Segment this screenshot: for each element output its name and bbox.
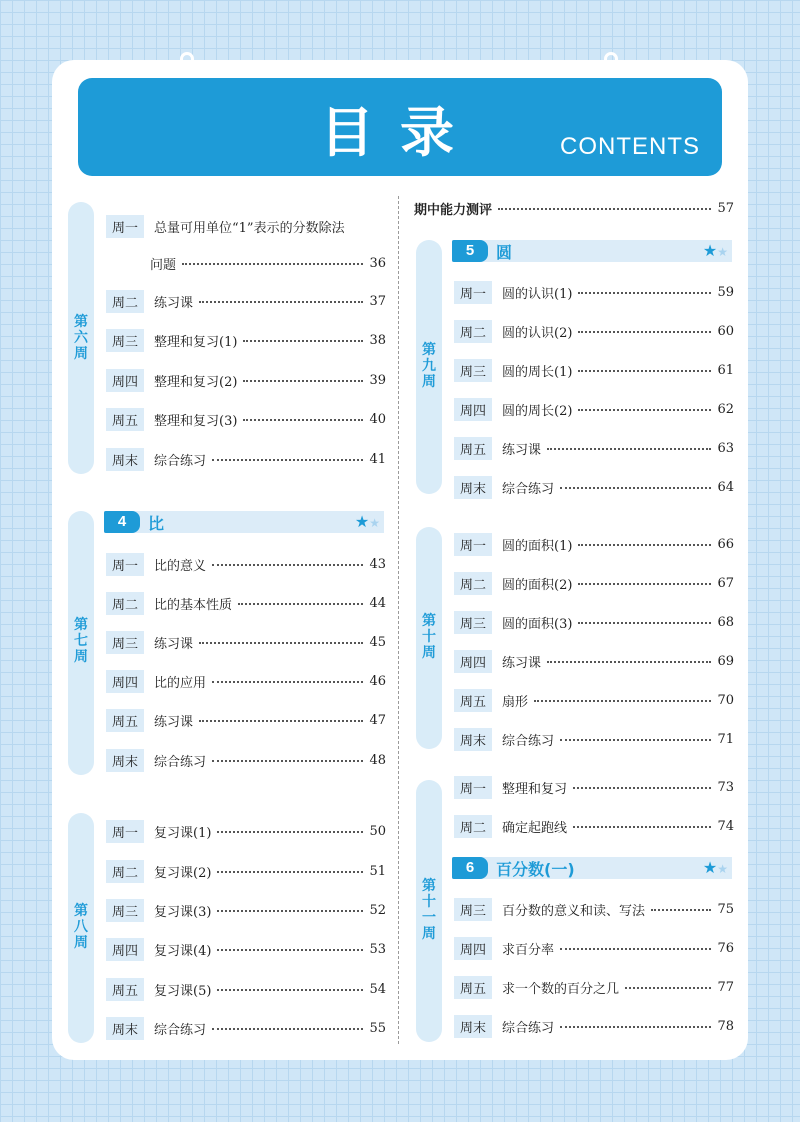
entry-title: 练习课 (154, 714, 194, 730)
entry-title: 圆的周长(1) (502, 364, 573, 380)
leader-dots (212, 557, 363, 566)
page-number: 51 (369, 863, 386, 879)
leader-dots (547, 654, 711, 663)
entry-title: 整理和复习(3) (154, 413, 238, 429)
day-label: 周末 (106, 749, 144, 772)
leader-dots (243, 373, 363, 382)
day-label: 周一 (106, 820, 144, 843)
leader-dots (243, 333, 363, 342)
page-number: 77 (717, 979, 734, 995)
week-label: 第 十 一 周 (422, 878, 436, 942)
page-title: 目录 (320, 101, 480, 164)
entry-title: 练习课 (502, 442, 542, 458)
entry-title: 比的意义 (154, 558, 207, 574)
entry-title: 综合练习 (154, 754, 207, 770)
day-label: 周三 (454, 898, 492, 921)
day-label: 周三 (106, 329, 144, 352)
toc-entry[interactable] (106, 252, 386, 274)
day-label: 周末 (106, 448, 144, 471)
toc-entry[interactable] (454, 476, 734, 498)
page-number: 70 (717, 692, 734, 708)
page-number: 60 (717, 323, 734, 339)
leader-dots (199, 294, 363, 303)
week-tab (416, 527, 442, 749)
unit-title: 圆 (496, 242, 513, 262)
toc-entry[interactable] (106, 749, 386, 771)
leader-dots (238, 596, 363, 605)
toc-entry[interactable] (106, 329, 386, 351)
page-subtitle: CONTENTS (560, 133, 700, 160)
day-label: 周一 (454, 776, 492, 799)
page-number: 67 (717, 575, 734, 591)
entry-title: 练习课 (502, 655, 542, 671)
day-label: 周四 (106, 938, 144, 961)
day-label: 周五 (454, 437, 492, 460)
leader-dots (625, 980, 711, 989)
toc-entry[interactable] (454, 533, 734, 555)
page-number: 48 (369, 752, 386, 768)
toc-entry-midterm[interactable] (414, 197, 734, 219)
toc-entry[interactable] (106, 408, 386, 430)
day-label: 周五 (454, 976, 492, 999)
page-number: 61 (717, 362, 734, 378)
toc-entry[interactable] (106, 978, 386, 1000)
toc-entry[interactable] (454, 728, 734, 750)
toc-entry[interactable] (454, 776, 734, 798)
day-label: 周末 (454, 476, 492, 499)
day-label: 周一 (454, 533, 492, 556)
page-number: 78 (717, 1018, 734, 1034)
entry-title: 比的应用 (154, 675, 207, 691)
leader-dots (560, 1019, 711, 1028)
toc-entry[interactable] (106, 290, 386, 312)
leader-dots (212, 452, 363, 461)
unit-banner (104, 511, 384, 533)
week-label: 第 八 周 (74, 903, 88, 951)
week-tab (68, 202, 94, 474)
page-number: 62 (717, 401, 734, 417)
entry-title: 整理和复习(1) (154, 334, 238, 350)
page-number: 36 (369, 255, 386, 271)
page-number: 50 (369, 823, 386, 839)
leader-dots (217, 903, 363, 912)
toc-entry[interactable] (106, 709, 386, 731)
day-label: 周末 (106, 1017, 144, 1040)
day-label: 周一 (106, 215, 144, 238)
entry-title: 练习课 (154, 636, 194, 652)
toc-entry[interactable] (106, 448, 386, 470)
entry-title: 综合练习 (502, 733, 555, 749)
leader-dots (560, 480, 711, 489)
leader-dots (560, 941, 711, 950)
day-label: 周二 (454, 320, 492, 343)
leader-dots (578, 576, 711, 585)
leader-dots (573, 819, 711, 828)
day-label: 周末 (454, 728, 492, 751)
leader-dots (578, 402, 711, 411)
entry-title: 圆的面积(2) (502, 577, 573, 593)
page-number: 47 (369, 712, 386, 728)
binder-ring (604, 52, 618, 78)
day-label: 周二 (106, 592, 144, 615)
entry-title: 期中能力测评 (414, 202, 493, 218)
week-label: 第 七 周 (74, 617, 88, 665)
leader-dots (182, 256, 363, 265)
day-label: 周三 (106, 899, 144, 922)
column-divider (398, 196, 399, 1044)
leader-dots (199, 713, 363, 722)
contents-header (78, 78, 722, 176)
entry-title: 百分数的意义和读、写法 (502, 903, 646, 919)
toc-entry[interactable] (454, 815, 734, 837)
day-label: 周五 (106, 408, 144, 431)
week-label: 第 十 周 (422, 613, 436, 661)
entry-title: 求一个数的百分之几 (502, 981, 620, 997)
toc-entry[interactable] (106, 860, 386, 882)
toc-entry[interactable] (106, 592, 386, 614)
entry-title: 求百分率 (502, 942, 555, 958)
leader-dots (560, 732, 711, 741)
day-label: 周四 (454, 650, 492, 673)
page-number: 37 (369, 293, 386, 309)
leader-dots (578, 285, 711, 294)
day-label: 周五 (454, 689, 492, 712)
day-label: 周二 (454, 572, 492, 595)
leader-dots (651, 902, 711, 911)
toc-entry[interactable] (106, 899, 386, 921)
unit-banner (452, 240, 732, 262)
page-number: 75 (717, 901, 734, 917)
entry-title: 复习课(2) (154, 865, 212, 881)
entry-title: 复习课(5) (154, 983, 212, 999)
page-number: 44 (369, 595, 386, 611)
toc-entry[interactable] (106, 553, 386, 575)
leader-dots (212, 1021, 363, 1030)
week-tab (416, 240, 442, 494)
toc-entry[interactable] (454, 937, 734, 959)
entry-title: 练习课 (154, 295, 194, 311)
week-label: 第 九 周 (422, 342, 436, 390)
page-number: 71 (717, 731, 734, 747)
entry-title: 圆的面积(3) (502, 616, 573, 632)
page-number: 66 (717, 536, 734, 552)
day-label: 周三 (454, 611, 492, 634)
day-label: 周四 (106, 369, 144, 392)
page-number: 55 (369, 1020, 386, 1036)
day-label: 周一 (454, 281, 492, 304)
toc-entry[interactable] (454, 898, 734, 920)
week-label: 第 六 周 (74, 314, 88, 362)
page-number: 73 (717, 779, 734, 795)
page-number: 76 (717, 940, 734, 956)
toc-entry[interactable] (106, 938, 386, 960)
page-number: 63 (717, 440, 734, 456)
leader-dots (217, 824, 363, 833)
day-label: 周四 (454, 937, 492, 960)
leader-dots (578, 615, 711, 624)
week-tab (68, 511, 94, 775)
star-icon: ★★ (702, 858, 728, 877)
leader-dots (534, 693, 711, 702)
entry-title: 扇形 (502, 694, 529, 710)
day-label: 周三 (106, 631, 144, 654)
page-number: 39 (369, 372, 386, 388)
binder-ring (180, 52, 194, 78)
leader-dots (199, 635, 363, 644)
entry-title: 整理和复习(2) (154, 374, 238, 390)
entry-title: 复习课(3) (154, 904, 212, 920)
leader-dots (212, 753, 363, 762)
page-number: 43 (369, 556, 386, 572)
page-number: 64 (717, 479, 734, 495)
entry-title: 圆的认识(2) (502, 325, 573, 341)
star-icon: ★★ (702, 241, 728, 260)
leader-dots (578, 537, 711, 546)
toc-entry[interactable] (454, 437, 734, 459)
leader-dots (573, 780, 711, 789)
entry-title: 圆的面积(1) (502, 538, 573, 554)
contents-page (52, 60, 748, 1060)
leader-dots (578, 363, 711, 372)
day-label: 周五 (106, 709, 144, 732)
leader-dots (547, 441, 711, 450)
toc-entry[interactable] (106, 670, 386, 692)
toc-entry[interactable] (106, 820, 386, 842)
page-number: 40 (369, 411, 386, 427)
entry-title: 问题 (150, 257, 177, 273)
week-tab (68, 813, 94, 1043)
toc-entry[interactable] (454, 398, 734, 420)
toc-entry[interactable] (454, 359, 734, 381)
leader-dots (243, 412, 363, 421)
leader-dots (217, 864, 363, 873)
toc-entry[interactable] (106, 215, 386, 237)
entry-title: 复习课(4) (154, 943, 212, 959)
entry-title: 复习课(1) (154, 825, 212, 841)
day-label: 周三 (454, 359, 492, 382)
toc-entry[interactable] (106, 369, 386, 391)
day-label: 周五 (106, 978, 144, 1001)
toc-entry[interactable] (454, 281, 734, 303)
page-number: 38 (369, 332, 386, 348)
toc-entry[interactable] (106, 1017, 386, 1039)
toc-entry[interactable] (454, 650, 734, 672)
page-number: 59 (717, 284, 734, 300)
page-number: 46 (369, 673, 386, 689)
page-number: 52 (369, 902, 386, 918)
toc-entry[interactable] (106, 631, 386, 653)
toc-entry[interactable] (454, 611, 734, 633)
toc-entry[interactable] (454, 1015, 734, 1037)
page-number: 57 (717, 200, 734, 216)
day-label: 周二 (454, 815, 492, 838)
unit-number: 5 (452, 240, 488, 262)
entry-title: 比的基本性质 (154, 597, 233, 613)
leader-dots (212, 674, 363, 683)
page-number: 54 (369, 981, 386, 997)
entry-title: 整理和复习 (502, 781, 568, 797)
page-number: 53 (369, 941, 386, 957)
page-number: 74 (717, 818, 734, 834)
page-number: 68 (717, 614, 734, 630)
unit-title: 比 (148, 513, 165, 533)
toc-entry[interactable] (454, 572, 734, 594)
toc-entry[interactable] (454, 976, 734, 998)
page-number: 45 (369, 634, 386, 650)
leader-dots (578, 324, 711, 333)
day-label: 周四 (454, 398, 492, 421)
entry-title: 圆的周长(2) (502, 403, 573, 419)
page-number: 69 (717, 653, 734, 669)
week-tab (416, 780, 442, 1042)
toc-entry[interactable] (454, 689, 734, 711)
unit-title: 百分数(一) (496, 859, 575, 879)
entry-title: 综合练习 (502, 481, 555, 497)
day-label: 周四 (106, 670, 144, 693)
entry-title: 确定起跑线 (502, 820, 568, 836)
unit-number: 6 (452, 857, 488, 879)
entry-title: 圆的认识(1) (502, 286, 573, 302)
entry-title: 综合练习 (154, 1022, 207, 1038)
entry-title: 综合练习 (502, 1020, 555, 1036)
toc-entry[interactable] (454, 320, 734, 342)
entry-title: 总量可用单位“1”表示的分数除法 (154, 220, 345, 236)
unit-number: 4 (104, 511, 140, 533)
day-label: 周一 (106, 553, 144, 576)
page-number: 41 (369, 451, 386, 467)
day-label: 周末 (454, 1015, 492, 1038)
entry-title: 综合练习 (154, 453, 207, 469)
leader-dots (217, 982, 363, 991)
day-label: 周二 (106, 860, 144, 883)
day-label: 周二 (106, 290, 144, 313)
star-icon: ★★ (354, 512, 380, 531)
unit-banner (452, 857, 732, 879)
leader-dots (217, 942, 363, 951)
leader-dots (498, 201, 711, 210)
